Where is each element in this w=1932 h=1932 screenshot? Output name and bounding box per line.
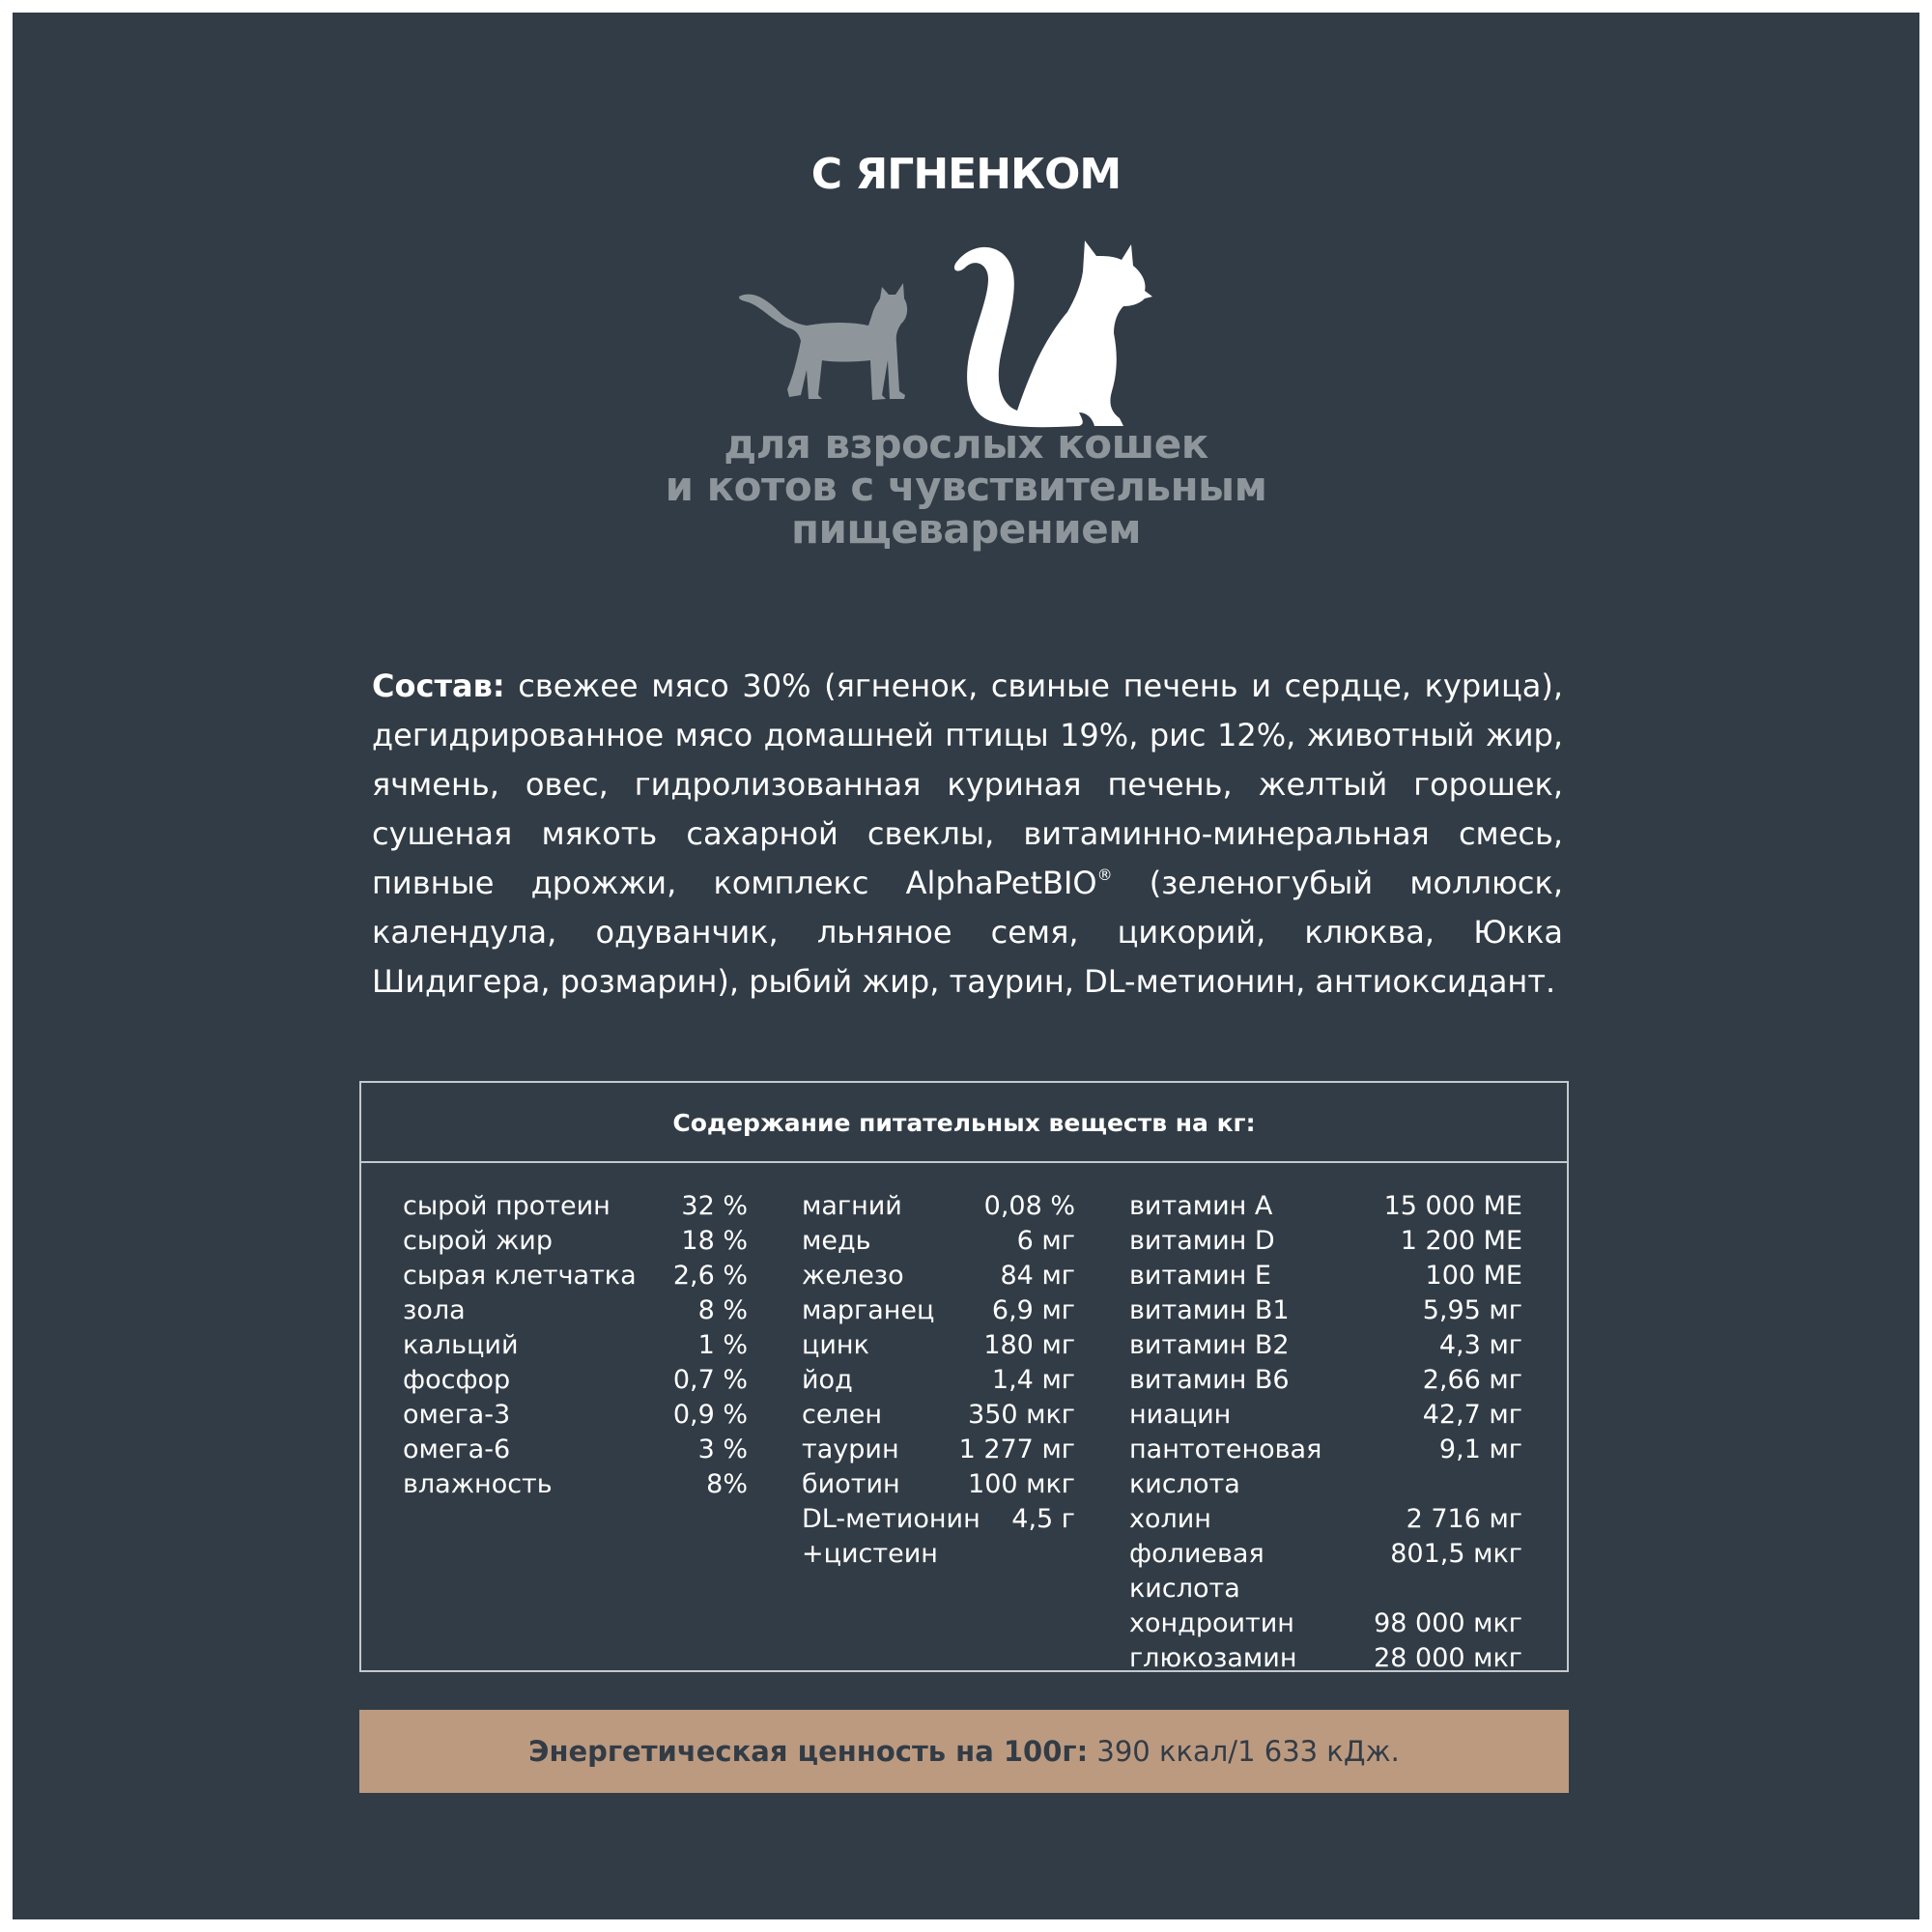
- nutrient-row: [802, 1293, 1075, 1328]
- nutrient-name: витамин В6: [1129, 1365, 1290, 1395]
- nutrient-name: сырой протеин: [403, 1191, 611, 1221]
- nutrient-row: [403, 1224, 748, 1259]
- kitten-silhouette-icon: [739, 283, 907, 400]
- nutrient-value: 100 мкг: [968, 1469, 1075, 1499]
- nutrient-name: таурин: [802, 1435, 899, 1464]
- nutrient-value: 84 мг: [1000, 1261, 1075, 1291]
- target-audience-subtitle: [13, 420, 1919, 553]
- nutrient-row: [1129, 1328, 1522, 1363]
- composition-label: Состав:: [372, 668, 505, 704]
- subtitle-line: для взрослых кошек: [724, 420, 1208, 468]
- nutrient-name: DL-метионин +цистеин: [802, 1504, 980, 1569]
- energy-value: 390 ккал/1 633 кДж.: [1088, 1735, 1400, 1768]
- nutrients-column-basic: [403, 1189, 748, 1502]
- nutrient-name: медь: [802, 1226, 871, 1256]
- nutrient-row: [1129, 1224, 1522, 1259]
- nutrient-row: [802, 1224, 1075, 1259]
- nutrient-value: 1 200 МЕ: [1400, 1226, 1522, 1256]
- nutrient-row: [1129, 1363, 1522, 1398]
- nutrient-row: [403, 1467, 748, 1502]
- nutrient-value: 100 МЕ: [1425, 1261, 1522, 1291]
- nutrient-name: омега-3: [403, 1400, 511, 1430]
- nutrient-value: 8%: [706, 1469, 748, 1499]
- nutrient-row: [1129, 1537, 1522, 1606]
- nutrient-name: биотин: [802, 1469, 900, 1499]
- nutrients-column-minerals: [802, 1189, 1075, 1572]
- nutrient-name: кальций: [403, 1330, 519, 1360]
- subtitle-line: пищеварением: [790, 505, 1142, 553]
- nutrient-row: [403, 1363, 748, 1398]
- nutrient-name: глюкозамин: [1129, 1643, 1297, 1673]
- nutrient-name: витамин В2: [1129, 1330, 1290, 1360]
- nutrient-value: 42,7 мг: [1422, 1400, 1522, 1430]
- nutrient-name: омега-6: [403, 1435, 511, 1464]
- nutrient-row: [802, 1328, 1075, 1363]
- package-back-panel: [13, 13, 1919, 1919]
- nutrient-value: 350 мкг: [968, 1400, 1075, 1430]
- nutrient-row: [403, 1293, 748, 1328]
- nutrient-row: [802, 1398, 1075, 1433]
- nutrient-value: 1 277 мг: [958, 1435, 1075, 1464]
- nutrient-row: [802, 1259, 1075, 1293]
- nutrient-name: фосфор: [403, 1365, 511, 1395]
- cats-illustration: [727, 206, 1152, 438]
- nutrient-name: ниацин: [1129, 1400, 1232, 1430]
- nutrient-value: 32 %: [681, 1191, 748, 1221]
- product-flavor-title: С ЯГНЕНКОМ: [810, 150, 1122, 199]
- nutrient-name: витамин В1: [1129, 1295, 1290, 1325]
- nutrient-name: фолиевая кислота: [1129, 1539, 1264, 1604]
- nutrient-name: холин: [1129, 1504, 1211, 1534]
- nutrient-name: железо: [802, 1261, 904, 1291]
- nutrient-value: 5,95 мг: [1422, 1295, 1522, 1325]
- nutrient-value: 1,4 мг: [991, 1365, 1075, 1395]
- nutrient-name: йод: [802, 1365, 853, 1395]
- nutrient-name: цинк: [802, 1330, 869, 1360]
- nutrient-name: марганец: [802, 1295, 935, 1325]
- nutrient-row: [403, 1189, 748, 1224]
- nutrient-value: 3 %: [697, 1435, 748, 1464]
- nutrient-name: витамин Е: [1129, 1261, 1271, 1291]
- nutrient-value: 801,5 мкг: [1390, 1539, 1522, 1569]
- nutrient-name: сырой жир: [403, 1226, 553, 1256]
- composition-text: [372, 662, 1563, 1007]
- nutrient-value: 28 000 мкг: [1374, 1643, 1522, 1673]
- nutrient-row: [1129, 1606, 1522, 1641]
- energy-label: Энергетическая ценность на 100г:: [528, 1735, 1089, 1768]
- energy-value-bar: [359, 1710, 1569, 1793]
- nutrient-value: 9,1 мг: [1438, 1435, 1522, 1464]
- nutrient-row: [1129, 1398, 1522, 1433]
- nutrient-row: [802, 1467, 1075, 1502]
- nutrient-name: пантотеновая кислота: [1129, 1435, 1322, 1499]
- nutrient-value: 6 мг: [1016, 1226, 1075, 1256]
- nutrient-value: 18 %: [681, 1226, 748, 1256]
- nutrients-table-heading: Содержание питательных веществ на кг:: [361, 1083, 1567, 1163]
- nutrient-row: [1129, 1189, 1522, 1224]
- nutrient-row: [403, 1433, 748, 1467]
- nutrient-value: 4,3 мг: [1438, 1330, 1522, 1360]
- nutrient-value: 2,6 %: [672, 1261, 748, 1291]
- nutrient-row: [1129, 1502, 1522, 1537]
- nutrient-name: витамин А: [1129, 1191, 1273, 1221]
- nutrient-row: [802, 1502, 1075, 1572]
- nutrient-row: [1129, 1433, 1522, 1502]
- nutrient-value: 0,08 %: [983, 1191, 1075, 1221]
- nutrient-name: селен: [802, 1400, 882, 1430]
- subtitle-line: и котов с чувствительным: [665, 463, 1267, 510]
- composition-body: свежее мясо 30% (ягненок, свиные печень и сердце, курица), дегидрированное мясо домашней птицы 19%, рис 12%, животный жир, ячмень, овес, гидролизованная куриная печень, желтый горошек, сушеная мякоть сахарной свеклы, витаминно-минеральная смесь, пивные дрожжи, комплекс AlphaPetBIO: [372, 668, 1563, 901]
- nutrient-value: 1 %: [697, 1330, 748, 1360]
- nutrient-row: [1129, 1293, 1522, 1328]
- nutrient-name: влажность: [403, 1469, 553, 1499]
- nutrient-value: 0,7 %: [672, 1365, 748, 1395]
- nutrient-value: 0,9 %: [672, 1400, 748, 1430]
- nutrient-value: 6,9 мг: [991, 1295, 1075, 1325]
- nutrient-value: 2,66 мг: [1422, 1365, 1522, 1395]
- nutrient-value: 180 мг: [983, 1330, 1075, 1360]
- nutrients-column-vitamins: [1129, 1189, 1522, 1676]
- nutrients-table: [359, 1081, 1569, 1672]
- nutrient-row: [802, 1189, 1075, 1224]
- nutrient-row: [403, 1398, 748, 1433]
- nutrient-row: [1129, 1259, 1522, 1293]
- nutrient-row: [802, 1433, 1075, 1467]
- nutrient-name: хондроитин: [1129, 1608, 1294, 1638]
- nutrient-value: 15 000 МЕ: [1383, 1191, 1522, 1221]
- cat-silhouette-icon: [954, 241, 1152, 427]
- nutrient-name: зола: [403, 1295, 466, 1325]
- composition-body: (зеленогубый моллюск, календула, одуванчик, льняное семя, цикорий, клюква, Юкка Шидигера, розмарин), рыбий жир, таурин, DL-метионин, антиоксидант.: [372, 865, 1564, 1000]
- nutrient-value: 8 %: [697, 1295, 748, 1325]
- nutrient-value: 98 000 мкг: [1374, 1608, 1522, 1638]
- nutrient-row: [802, 1363, 1075, 1398]
- nutrient-row: [403, 1259, 748, 1293]
- trademark-sign: ®: [1096, 866, 1113, 884]
- nutrient-name: сырая клетчатка: [403, 1261, 637, 1291]
- nutrient-row: [403, 1328, 748, 1363]
- nutrient-row: [1129, 1641, 1522, 1676]
- nutrient-name: магний: [802, 1191, 902, 1221]
- nutrient-value: 4,5 г: [1011, 1504, 1075, 1534]
- nutrient-name: витамин D: [1129, 1226, 1275, 1256]
- nutrient-value: 2 716 мг: [1406, 1504, 1522, 1534]
